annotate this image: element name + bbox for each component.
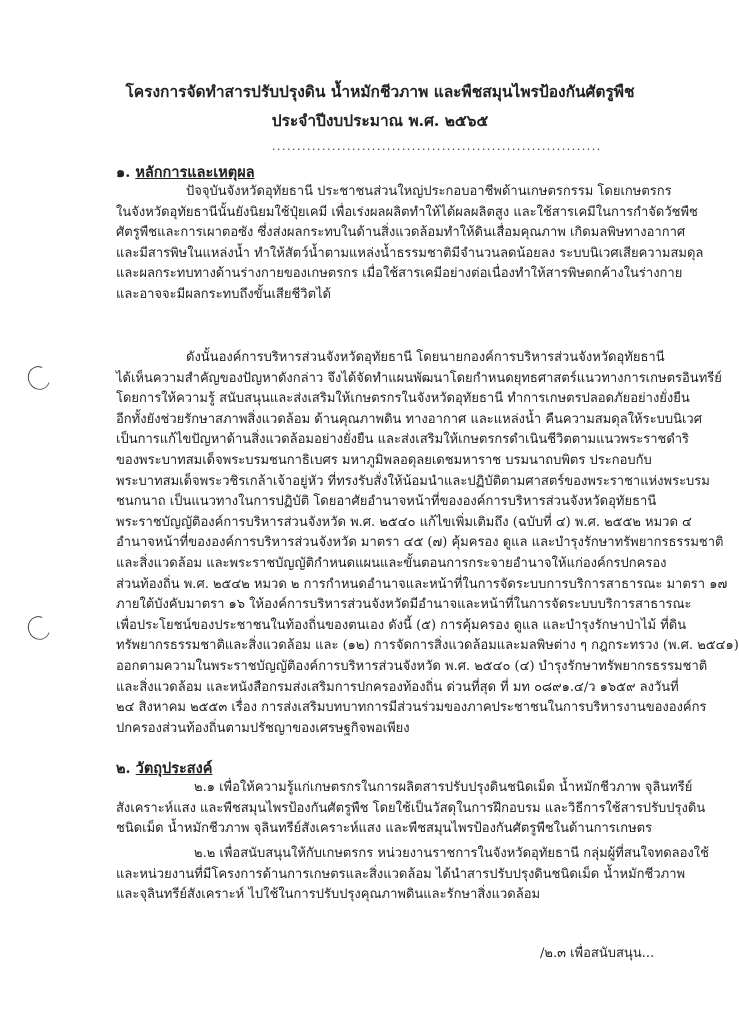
text-line: และสิ่งแวดล้อม และพระราชบัญญัติกำหนดแผนและขั้นตอนการกระจายอำนาจให้แก่องค์กรปกครอง	[116, 555, 667, 571]
text-line: และมีสารพิษในแหล่งน้ำ ทำให้สัตว์น้ำตามแหล่งน้ำธรรมชาติมีจำนวนลดน้อยลง ระบบนิเวศเสียความสมดุล	[116, 245, 704, 261]
text-line: ทรัพยากรธรรมชาติและสิ่งแวดล้อม และ (๑๒) การจัดการสิ่งแวดล้อมและมลพิษต่าง ๆ กฎกระทรวง (พ.ศ. ๒๕๔๑)	[116, 638, 739, 654]
section-number: ๑.	[116, 164, 131, 181]
continuation-note: /๒.๓ เพื่อสนับสนุน...	[540, 946, 655, 961]
text-line: ชนกนาถ เป็นแนวทางในการปฏิบัติ โดยอาศัยอำนาจหน้าที่ขององค์การบริหารส่วนจังหวัดอุทัยธานี	[116, 494, 657, 510]
section-heading	[116, 164, 255, 182]
section-title: วัตถุประสงค์	[135, 760, 213, 777]
paragraph	[116, 778, 722, 840]
text-line: ดังนั้นองค์การบริหารส่วนจังหวัดอุทัยธานี โดยนายกองค์การบริหารส่วนจังหวัดอุทัยธานี	[186, 350, 665, 365]
text-line: ได้เห็นความสำคัญของปัญหาดังกล่าว จึงได้จัดทำแผนพัฒนาโดยกำหนดยุทธศาสตร์แนวทางการเกษตรอินทรีย์	[116, 370, 722, 386]
text-line: โดยการให้ความรู้ สนับสนุนและส่งเสริมให้เกษตรกรในจังหวัดอุทัยธานี ทำการเกษตรปลอดภัยอย่างยั่งยืน	[116, 391, 690, 407]
text-line: ภายใต้บังคับมาตรา ๑๖ ให้องค์การบริหารส่วนจังหวัดมีอำนาจและหน้าที่ในการจัดระบบบริการสาธารณะ	[116, 597, 692, 613]
text-line: อำนาจหน้าที่ขององค์การบริหารส่วนจังหวัด มาตรา ๔๕ (๗) คุ้มครอง ดูแล และบำรุงรักษาทรัพยากรธรรมชาติ	[116, 535, 724, 551]
punch-hole-mark	[24, 612, 54, 643]
text-line: พระบาทสมเด็จพระวชิรเกล้าเจ้าอยู่หัว ที่ทรงรับสั่งให้น้อมนำและปฏิบัติตามศาสตร์ของพระราชาแห่งพระบรม	[116, 473, 710, 489]
text-line: ๒.๒ เพื่อสนับสนุนให้กับเกษตรกร หน่วยงานราชการในจังหวัดอุทัยธานี กลุ่มผู้ที่สนใจทดลองใช้	[194, 846, 709, 861]
paragraph	[116, 182, 722, 306]
paragraph	[116, 348, 739, 739]
text-line: ส่วนท้องถิ่น พ.ศ. ๒๕๔๒ หมวด ๒ การกำหนดอำนาจและหน้าที่ในการจัดระบบการบริการสาธารณะ มาตรา ๑๗	[116, 576, 728, 592]
document-subtitle: ประจำปีงบประมาณ พ.ศ. ๒๕๖๕	[271, 111, 489, 130]
section-heading	[116, 760, 212, 778]
title-separator: ..................................................................	[272, 140, 602, 153]
text-line: และจุลินทรีย์สังเคราะห์ ไปใช้ในการปรับปรุงคุณภาพดินและรักษาสิ่งแวดล้อม	[116, 887, 541, 903]
text-line: ออกตามความในพระราชบัญญัติองค์การบริหารส่วนจังหวัด พ.ศ. ๒๕๔๐ (๔) บำรุงรักษาทรัพยากรธรรมชาติ	[116, 658, 708, 674]
text-line: และผลกระทบทางด้านร่างกายของเกษตรกร เมื่อใช้สารเคมีอย่างต่อเนื่องทำให้สารพิษตกค้างในร่างกาย	[116, 266, 683, 282]
text-line: อีกทั้งยังช่วยรักษาสภาพสิ่งแวดล้อม ด้านคุณภาพดิน ทางอากาศ และแหล่งน้ำ คืนความสมดุลให้ระบบนิเวศ	[116, 411, 702, 427]
text-line: ปกครองส่วนท้องถิ่นตามปรัชญาของเศรษฐกิจพอเพียง	[116, 720, 410, 736]
text-line: สังเคราะห์แสง และพืชสมุนไพรป้องกันศัตรูพืช โดยใช้เป็นวัสดุในการฝึกอบรม และวิธีการใช้สารปรับปรุงดิน	[116, 800, 706, 816]
text-line: ชนิดเม็ด น้ำหมักชีวภาพ จุลินทรีย์สังเคราะห์แสง และพืชสมุนไพรป้องกันศัตรูพืชในด้านการเกษตร	[116, 821, 653, 837]
text-line: เป็นการแก้ไขปัญหาด้านสิ่งแวดล้อมอย่างยั่งยืน และส่งเสริมให้เกษตรกรดำเนินชีวิตตามแนวพระราชดำริ	[116, 432, 690, 448]
text-line: ของพระบาทสมเด็จพระบรมชนกาธิเบศร มหาภูมิพลอดุลยเดชมหาราช บรมนาถบพิตร ประกอบกับ	[116, 452, 652, 468]
text-line: ปัจจุบันจังหวัดอุทัยธานี ประชาชนส่วนใหญ่ประกอบอาชีพด้านเกษตรกรรม โดยเกษตรกร	[186, 184, 672, 199]
text-line: ในจังหวัดอุทัยธานีนั้นยังนิยมใช้ปุ๋ยเคมี เพื่อเร่งผลผลิตทำให้ได้ผลผลิตสูง และใช้สารเคมีในการกำจัดวัชพืช	[116, 204, 698, 220]
paragraph	[116, 844, 722, 906]
section-number: ๒.	[116, 760, 131, 777]
text-line: และอาจจะมีผลกระทบถึงขั้นเสียชีวิตได้	[116, 286, 331, 302]
punch-hole-mark	[24, 362, 54, 393]
text-line: ๒๔ สิงหาคม ๒๕๕๓ เรื่อง การส่งเสริมบทบาทการมีส่วนร่วมของภาคประชาชนในการบริหารงานขององค์กร	[116, 700, 707, 716]
text-line: เพื่อประโยชน์ของประชาชนในท้องถิ่นของตนเอง ดังนี้ (๕) การคุ้มครอง ดูแล และบำรุงรักษาป่าไม้ ที่ดิน	[116, 617, 687, 633]
text-line: ศัตรูพืชและการเผาตอซัง ซึ่งส่งผลกระทบในด้านสิ่งแวดล้อมทำให้ดินเสื่อมคุณภาพ เกิดมลพิษทางอากาศ	[116, 225, 686, 241]
section-title: หลักการและเหตุผล	[135, 164, 255, 181]
text-line: และหน่วยงานที่มีโครงการด้านการเกษตรและสิ่งแวดล้อม ได้นำสารปรับปรุงดินชนิดเม็ด น้ำหมักชีวภาพ	[116, 866, 686, 882]
text-line: พระราชบัญญัติองค์การบริหารส่วนจังหวัด พ.ศ. ๒๕๔๐ แก้ไขเพิ่มเติมถึง (ฉบับที่ ๔) พ.ศ. ๒๕๕๒ หมวด ๔	[116, 514, 692, 530]
text-line: ๒.๑ เพื่อให้ความรู้แก่เกษตรกรในการผลิตสารปรับปรุงดินชนิดเม็ด น้ำหมักชีวภาพ จุลินทรีย์	[194, 780, 693, 795]
text-line: และสิ่งแวดล้อม และหนังสือกรมส่งเสริมการปกครองท้องถิ่น ด่วนที่สุด ที่ มท ๐๘๙๑.๔/ว ๑๖๕๙ ลงวันที่	[116, 679, 679, 695]
document-title: โครงการจัดทำสารปรับปรุงดิน น้ำหมักชีวภาพ และพืชสมุนไพรป้องกันศัตรูพืช	[125, 82, 635, 101]
